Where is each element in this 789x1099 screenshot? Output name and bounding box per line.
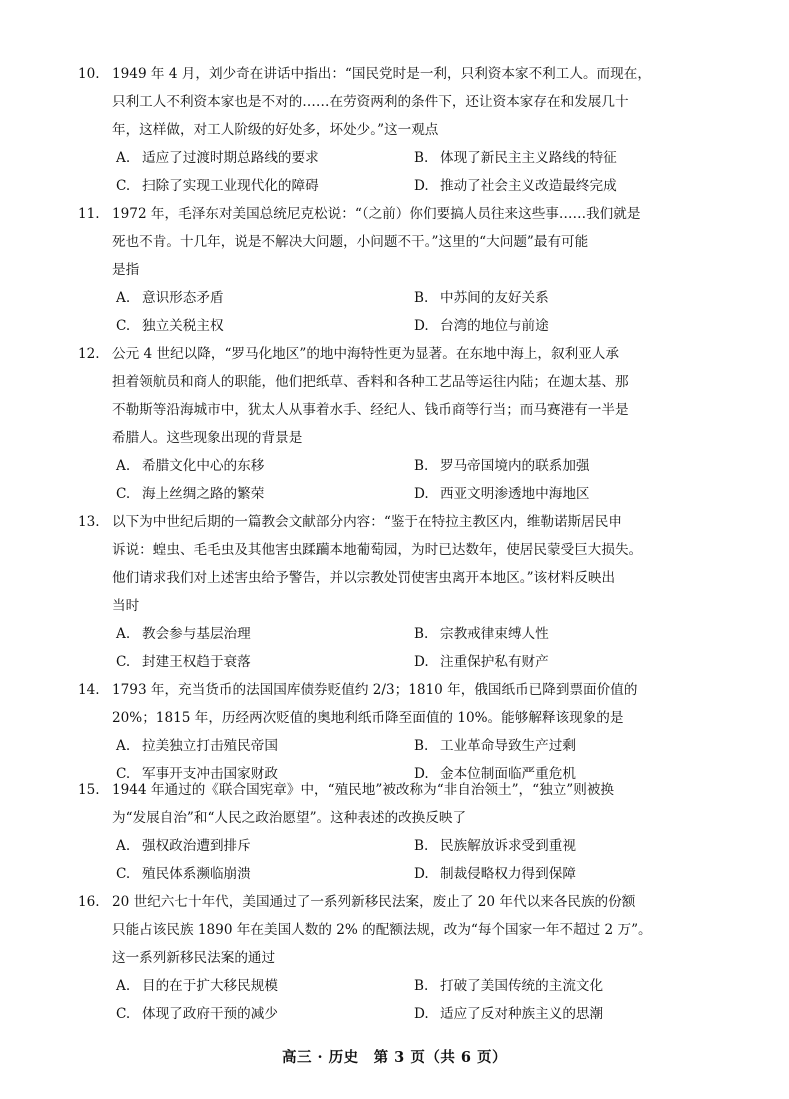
option-c[interactable] (116, 312, 224, 340)
option-text: 适应了过渡时期总路线的要求 (142, 150, 319, 166)
question-stem-line (84, 916, 724, 944)
question-text: 1793 年，充当货币的法国国库债券贬值约 2/3；1810 年，俄国纸币已降到票面价值的 (112, 682, 638, 698)
question-text: 这一系列新移民法案的通过 (112, 950, 276, 966)
option-letter: C. (116, 486, 131, 502)
option-a[interactable] (116, 832, 251, 860)
option-letter: C. (116, 766, 131, 782)
option-letter: D. (414, 766, 429, 782)
question-stem-line (84, 424, 724, 452)
question-number: 11. (78, 206, 100, 222)
question-stem-line (84, 256, 724, 284)
option-text: 台湾的地位与前途 (440, 318, 549, 334)
option-b[interactable] (414, 284, 549, 312)
options-row (84, 972, 724, 1000)
option-text: 体现了政府干预的减少 (142, 1006, 278, 1022)
question-stem-line (78, 776, 724, 804)
option-letter: D. (414, 178, 429, 194)
option-letter: A. (116, 458, 131, 474)
question-stem-line (78, 200, 724, 228)
option-c[interactable] (116, 172, 319, 200)
question-text: 公元 4 世纪以降，“罗马化地区”的地中海特性更为显著。在东地中海上，叙利亚人承 (112, 346, 619, 362)
option-text: 适应了反对种族主义的思潮 (440, 1006, 604, 1022)
option-letter: B. (414, 978, 429, 994)
option-letter: B. (414, 150, 429, 166)
question-stem-line (84, 228, 724, 256)
option-c[interactable] (116, 648, 251, 676)
option-a[interactable] (116, 452, 264, 480)
question-stem-line (84, 564, 724, 592)
option-c[interactable] (116, 860, 251, 888)
options-row (84, 732, 724, 760)
question-text: 死也不肯。十几年，说是不解决大问题，小问题不干。”这里的“大问题”最有可能 (112, 234, 589, 250)
option-text: 独立关税主权 (142, 318, 224, 334)
question-14 (78, 676, 724, 788)
question-text: 不勒斯等沿海城市中，犹太人从事着水手、经纪人、钱币商等行当；而马赛港有一半是 (112, 402, 629, 418)
options-row (84, 648, 724, 676)
option-text: 海上丝绸之路的繁荣 (142, 486, 265, 502)
option-letter: A. (116, 290, 131, 306)
option-text: 宗教戒律束缚人性 (440, 626, 549, 642)
option-letter: A. (116, 738, 131, 754)
option-d[interactable] (414, 480, 590, 508)
option-letter: B. (414, 458, 429, 474)
option-text: 封建王权趋于衰落 (142, 654, 251, 670)
option-a[interactable] (116, 620, 251, 648)
question-16 (78, 888, 724, 1028)
question-stem-line (84, 804, 724, 832)
option-letter: D. (414, 654, 429, 670)
option-letter: A. (116, 838, 131, 854)
options-row (84, 832, 724, 860)
option-text: 希腊文化中心的东移 (142, 458, 265, 474)
question-stem-line (78, 888, 724, 916)
option-b[interactable] (414, 732, 576, 760)
options-row (84, 480, 724, 508)
option-letter: C. (116, 1006, 131, 1022)
question-text: 以下为中世纪后期的一篇教会文献部分内容：“鉴于在特拉主教区内，维勒诺斯居民申 (112, 514, 622, 530)
question-number: 13. (78, 514, 100, 530)
option-text: 推动了社会主义改造最终完成 (440, 178, 617, 194)
question-stem-line (84, 368, 724, 396)
option-a[interactable] (116, 144, 319, 172)
option-text: 拉美独立打击殖民帝国 (142, 738, 278, 754)
question-10 (78, 60, 724, 200)
question-number: 16. (78, 894, 100, 910)
option-letter: C. (116, 654, 131, 670)
question-text: 1944 年通过的《联合国宪章》中，“殖民地”被改称为“非自治领土”，“独立”则被换 (112, 782, 615, 798)
question-text: 担着领航员和商人的职能，他们把纸草、香料和各种工艺品等运往内陆；在迦太基、那 (112, 374, 629, 390)
option-letter: A. (116, 978, 131, 994)
option-text: 意识形态矛盾 (142, 290, 224, 306)
question-number: 15. (78, 782, 100, 798)
question-stem-line (84, 116, 724, 144)
options-row (84, 312, 724, 340)
option-text: 扫除了实现工业现代化的障碍 (142, 178, 319, 194)
question-13 (78, 508, 724, 676)
question-text: 为“发展自治”和“人民之政治愿望”。这种表述的改换反映了 (112, 810, 467, 826)
question-stem-line (84, 944, 724, 972)
option-text: 教会参与基层治理 (142, 626, 251, 642)
option-b[interactable] (414, 972, 603, 1000)
question-text: 20%；1815 年，历经两次贬值的奥地利纸币降至面值的 10%。能够解释该现象的是 (112, 710, 624, 726)
option-d[interactable] (414, 172, 617, 200)
option-text: 军事开支冲击国家财政 (142, 766, 278, 782)
option-text: 民族解放诉求受到重视 (440, 838, 576, 854)
question-number: 12. (78, 346, 100, 362)
option-b[interactable] (414, 832, 576, 860)
option-text: 罗马帝国境内的联系加强 (440, 458, 590, 474)
option-text: 金本位制面临严重危机 (440, 766, 576, 782)
question-text: 只利工人不利资本家也是不对的……在劳资两利的条件下，还让资本家存在和发展几十 (112, 94, 629, 110)
option-letter: B. (414, 290, 429, 306)
question-text: 诉说：蝗虫、毛毛虫及其他害虫蹂躏本地葡萄园，为时已达数年，使居民蒙受巨大损失。 (112, 542, 643, 558)
option-text: 打破了美国传统的主流文化 (440, 978, 604, 994)
question-text: 1972 年，毛泽东对美国总统尼克松说：“（之前）你们要搞人员往来这些事……我们就是 (112, 206, 641, 222)
question-text: 1949 年 4 月，刘少奇在讲话中指出：“国民党时是一利，只利资本家不利工人。而现在， (112, 66, 651, 82)
option-d[interactable] (414, 312, 549, 340)
option-d[interactable] (414, 860, 576, 888)
question-stem-line (84, 396, 724, 424)
question-stem-line (78, 508, 724, 536)
option-text: 制裁侵略权力得到保障 (440, 866, 576, 882)
options-row (84, 284, 724, 312)
question-stem-line (78, 340, 724, 368)
option-d[interactable] (414, 1000, 603, 1028)
question-text: 当时 (112, 598, 140, 614)
question-text: 只能占该民族 1890 年在美国人数的 2% 的配额法规，改为“每个国家一年不超过 2 万”。 (112, 922, 652, 938)
question-15 (78, 776, 724, 888)
option-text: 强权政治遭到排斥 (142, 838, 251, 854)
option-letter: C. (116, 178, 131, 194)
option-c[interactable] (116, 480, 264, 508)
option-letter: A. (116, 626, 131, 642)
option-text: 工业革命导致生产过剩 (440, 738, 576, 754)
option-b[interactable] (414, 452, 590, 480)
option-b[interactable] (414, 144, 617, 172)
options-row (84, 452, 724, 480)
option-a[interactable] (116, 284, 224, 312)
option-letter: B. (414, 738, 429, 754)
option-text: 殖民体系濒临崩溃 (142, 866, 251, 882)
question-stem-line (78, 60, 724, 88)
option-a[interactable] (116, 732, 278, 760)
option-text: 体现了新民主主义路线的特征 (440, 150, 617, 166)
question-text: 他们请求我们对上述害虫给予警告，并以宗教处罚使害虫离开本地区。”该材料反映出 (112, 570, 616, 586)
question-text: 是指 (112, 262, 140, 278)
question-stem-line (78, 676, 724, 704)
options-row (84, 620, 724, 648)
page-footer: 高三 · 历史 第 3 页（共 6 页） (281, 1049, 507, 1066)
option-text: 中苏间的友好关系 (440, 290, 549, 306)
option-letter: D. (414, 866, 429, 882)
option-text: 西亚文明渗透地中海地区 (440, 486, 590, 502)
option-letter: D. (414, 1006, 429, 1022)
question-stem-line (84, 704, 724, 732)
question-stem-line (84, 536, 724, 564)
option-a[interactable] (116, 972, 278, 1000)
option-d[interactable] (414, 648, 549, 676)
question-11 (78, 200, 724, 340)
option-letter: D. (414, 318, 429, 334)
option-letter: D. (414, 486, 429, 502)
option-c[interactable] (116, 1000, 278, 1028)
option-letter: C. (116, 866, 131, 882)
question-number: 10. (78, 66, 100, 82)
question-stem-line (84, 592, 724, 620)
option-text: 目的在于扩大移民规模 (142, 978, 278, 994)
options-row (84, 860, 724, 888)
options-row (84, 144, 724, 172)
options-row (84, 1000, 724, 1028)
question-number: 14. (78, 682, 100, 698)
question-text: 20 世纪六七十年代，美国通过了一系列新移民法案，废止了 20 年代以来各民族的份额 (112, 894, 636, 910)
option-text: 注重保护私有财产 (440, 654, 549, 670)
option-letter: B. (414, 626, 429, 642)
option-b[interactable] (414, 620, 549, 648)
question-12 (78, 340, 724, 508)
question-stem-line (84, 88, 724, 116)
option-letter: C. (116, 318, 131, 334)
question-text: 年，这样做，对工人阶级的好处多，坏处少。”这一观点 (112, 122, 439, 138)
question-text: 希腊人。这些现象出现的背景是 (112, 430, 303, 446)
option-letter: A. (116, 150, 131, 166)
options-row (84, 172, 724, 200)
option-letter: B. (414, 838, 429, 854)
